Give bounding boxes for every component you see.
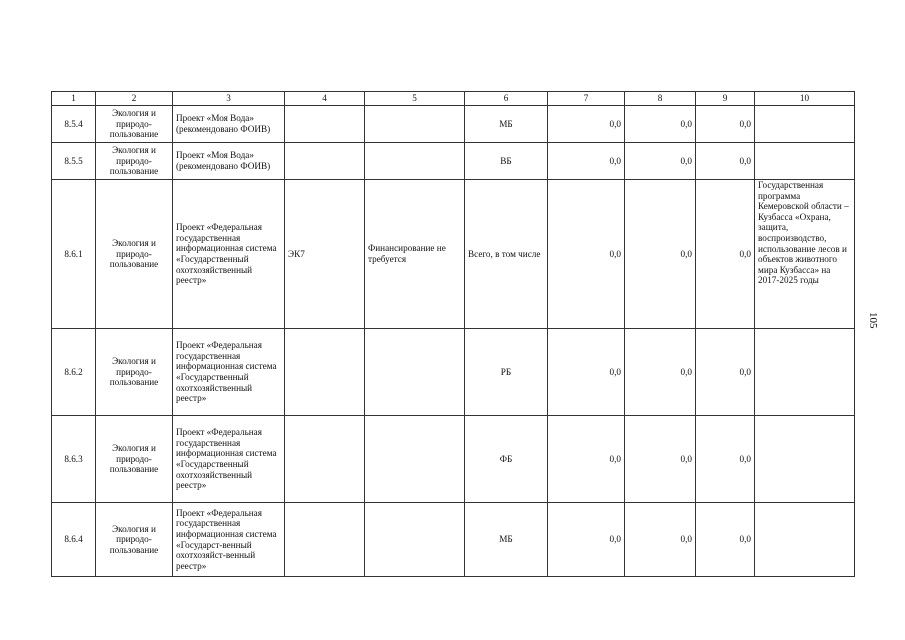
- header-cell: 9: [696, 92, 755, 106]
- table-row: [52, 503, 855, 577]
- sector-cell: Экология и природо-пользование: [96, 143, 173, 180]
- value-cell: 0,0: [696, 503, 755, 577]
- value-cell: 0,0: [625, 180, 696, 329]
- program-cell: [755, 106, 855, 143]
- value-cell: 0,0: [625, 106, 696, 143]
- code-cell: [285, 503, 365, 577]
- source-cell: РБ: [465, 329, 548, 416]
- value-cell: 0,0: [625, 329, 696, 416]
- value-cell: 0,0: [548, 180, 625, 329]
- project-cell: Проект «Федеральная государственная информационная система «Государственный охотхозяйственный реестр»: [173, 416, 285, 503]
- budget-table: [51, 91, 855, 577]
- value-cell: 0,0: [548, 416, 625, 503]
- header-cell: 6: [465, 92, 548, 106]
- value-cell: 0,0: [548, 106, 625, 143]
- code-cell: ЭК7: [285, 180, 365, 329]
- value-cell: 0,0: [696, 106, 755, 143]
- header-cell: 2: [96, 92, 173, 106]
- financing-note-cell: [365, 416, 465, 503]
- header-cell: 8: [625, 92, 696, 106]
- header-cell: 7: [548, 92, 625, 106]
- row-number: 8.6.4: [52, 503, 96, 577]
- value-cell: 0,0: [696, 143, 755, 180]
- financing-note-cell: [365, 503, 465, 577]
- value-cell: 0,0: [696, 329, 755, 416]
- financing-note-cell: [365, 106, 465, 143]
- value-cell: 0,0: [548, 143, 625, 180]
- header-cell: 5: [365, 92, 465, 106]
- header-row: [52, 92, 855, 106]
- project-cell: Проект «Федеральная государственная информационная система «Государственный охотхозяйственный реестр»: [173, 329, 285, 416]
- program-cell: [755, 329, 855, 416]
- row-number: 8.5.4: [52, 106, 96, 143]
- project-cell: Проект «Моя Вода» (рекомендовано ФОИВ): [173, 143, 285, 180]
- table-row: [52, 143, 855, 180]
- source-cell: Всего, в том числе: [465, 180, 548, 329]
- financing-note-cell: [365, 329, 465, 416]
- header-cell: 4: [285, 92, 365, 106]
- source-cell: ВБ: [465, 143, 548, 180]
- table-row: [52, 329, 855, 416]
- row-number: 8.6.1: [52, 180, 96, 329]
- table-row: [52, 416, 855, 503]
- table-row: [52, 180, 855, 329]
- code-cell: [285, 143, 365, 180]
- row-number: 8.6.2: [52, 329, 96, 416]
- page-number: 105: [867, 312, 879, 329]
- sector-cell: Экология и природо-пользование: [96, 180, 173, 329]
- header-cell: 3: [173, 92, 285, 106]
- project-cell: Проект «Моя Вода» (рекомендовано ФОИВ): [173, 106, 285, 143]
- project-cell: Проект «Федеральная государственная информационная система «Государст-венный охотхозяйст-венный реестр»: [173, 503, 285, 577]
- table-row: [52, 106, 855, 143]
- program-cell: [755, 503, 855, 577]
- value-cell: 0,0: [696, 416, 755, 503]
- value-cell: 0,0: [696, 180, 755, 329]
- row-number: 8.6.3: [52, 416, 96, 503]
- value-cell: 0,0: [548, 503, 625, 577]
- sector-cell: Экология и природо-пользование: [96, 416, 173, 503]
- financing-note-cell: Финансирование не требуется: [365, 180, 465, 329]
- code-cell: [285, 329, 365, 416]
- code-cell: [285, 106, 365, 143]
- value-cell: 0,0: [625, 143, 696, 180]
- value-cell: 0,0: [625, 416, 696, 503]
- header-cell: 10: [755, 92, 855, 106]
- value-cell: 0,0: [625, 503, 696, 577]
- program-cell: Государственная программа Кемеровской области – Кузбасса «Охрана, защита, воспроизводство, использование лесов и объектов животного мира Кузбасса» на 2017-2025 годы: [755, 180, 855, 329]
- program-cell: [755, 416, 855, 503]
- code-cell: [285, 416, 365, 503]
- source-cell: МБ: [465, 106, 548, 143]
- project-cell: Проект «Федеральная государственная информационная система «Государственный охотхозяйственный реестр»: [173, 180, 285, 329]
- sector-cell: Экология и природо-пользование: [96, 329, 173, 416]
- sector-cell: Экология и природо-пользование: [96, 503, 173, 577]
- financing-note-cell: [365, 143, 465, 180]
- header-cell: 1: [52, 92, 96, 106]
- row-number: 8.5.5: [52, 143, 96, 180]
- source-cell: ФБ: [465, 416, 548, 503]
- program-cell: [755, 143, 855, 180]
- source-cell: МБ: [465, 503, 548, 577]
- sector-cell: Экология и природо-пользование: [96, 106, 173, 143]
- value-cell: 0,0: [548, 329, 625, 416]
